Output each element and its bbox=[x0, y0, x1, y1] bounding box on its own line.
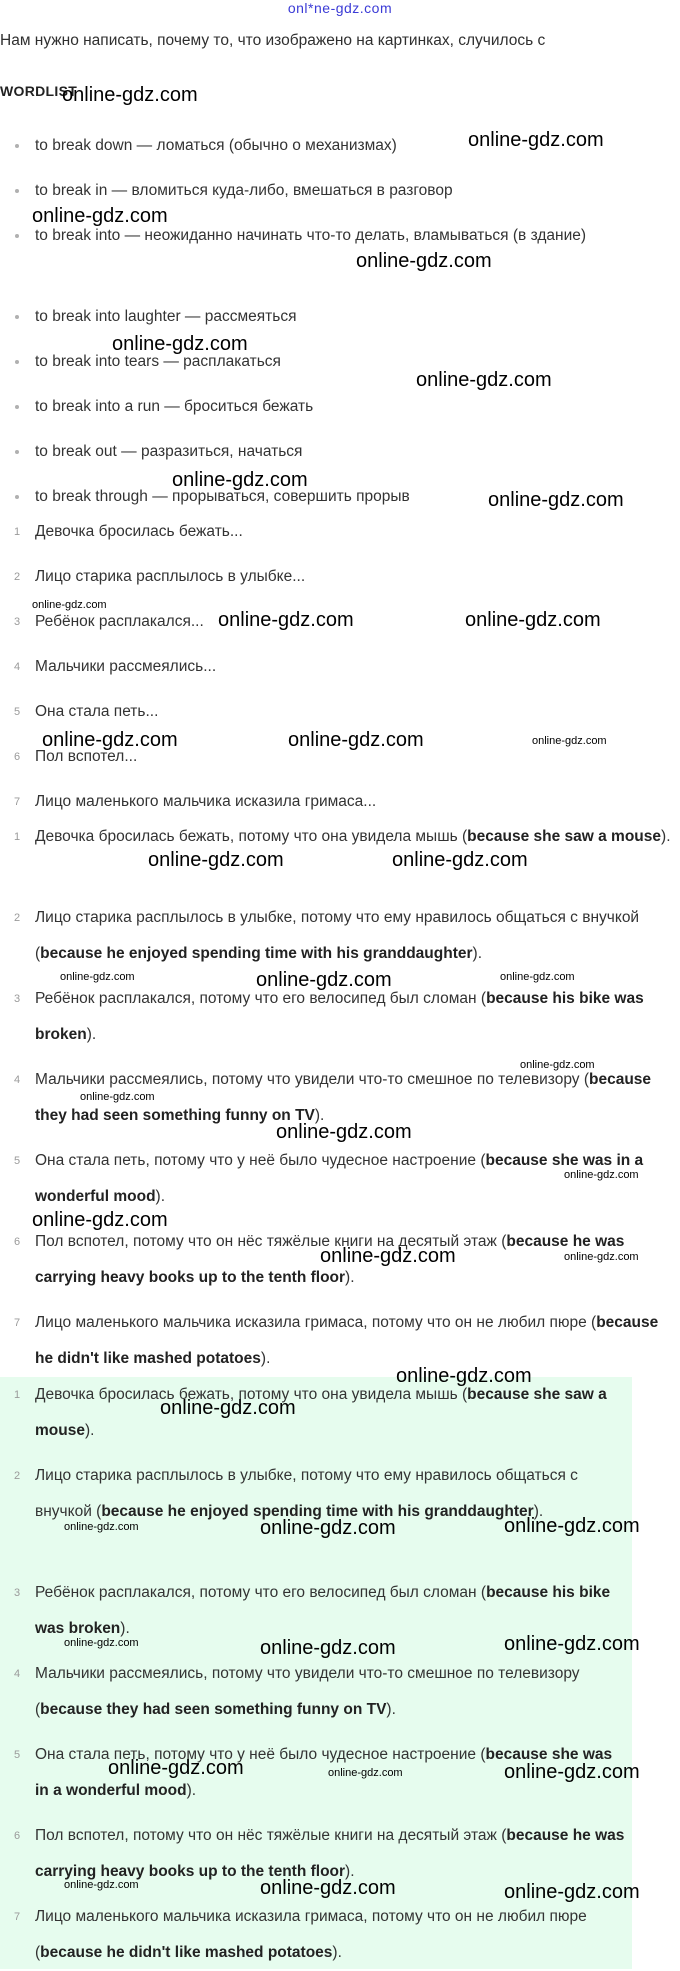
watermark: online-gdz.com bbox=[392, 849, 528, 871]
wordlist-title: WORDLIST bbox=[0, 83, 78, 99]
answer-item: 2 Лицо старика расплылось в улыбке, потому что ему нравилось общаться с внучкой (because he enjoyed spending time with his granddaughter). bbox=[14, 909, 640, 962]
watermark: online-gdz.com bbox=[504, 1515, 640, 1537]
watermark: online-gdz.com bbox=[64, 1637, 139, 1649]
bullet-icon bbox=[15, 144, 19, 148]
watermark: online-gdz.com bbox=[520, 1059, 595, 1071]
wordlist-item: to break into — неожиданно начинать что-то делать, вламываться (в здание) bbox=[35, 218, 675, 254]
watermark: online-gdz.com bbox=[288, 729, 424, 751]
watermark: online-gdz.com bbox=[396, 1365, 532, 1387]
answer-item: 1 Девочка бросилась бежать, потому что она увидела мышь (because she saw a mouse). bbox=[14, 828, 671, 845]
prompt-item: 3 Ребёнок расплакался... bbox=[14, 613, 204, 630]
watermark: online-gdz.com bbox=[504, 1761, 640, 1783]
answer-item: 7 Лицо маленького мальчика исказила гримаса, потому что он не любил пюре (because he didn't like mashed potatoes). bbox=[14, 1314, 659, 1367]
prompt-item: 6 Пол вспотел... bbox=[14, 748, 138, 765]
final-answer-item: 6 Пол вспотел, потому что он нёс тяжёлые книги на десятый этаж (because he was carrying heavy books up to the tenth floor). bbox=[14, 1827, 625, 1880]
watermark: online-gdz.com bbox=[62, 84, 198, 106]
wordlist-item: to break out — разразиться, начаться bbox=[35, 434, 675, 470]
watermark: online-gdz.com bbox=[256, 969, 392, 991]
watermark: online-gdz.com bbox=[64, 1879, 139, 1891]
prompt-item: 5 Она стала петь... bbox=[14, 703, 159, 720]
final-answer-item: 4 Мальчики рассмеялись, потому что увидели что-то смешное по телевизору (because they had seen something funny on TV). bbox=[14, 1665, 580, 1718]
bullet-icon bbox=[15, 495, 19, 499]
bullet-icon bbox=[15, 360, 19, 364]
final-answer-item: 3 Ребёнок расплакался, потому что его велосипед был сломан (because his bike was broken). bbox=[14, 1584, 611, 1637]
watermark: online-gdz.com bbox=[32, 599, 107, 611]
wordlist-item: to break into tears — расплакаться bbox=[35, 344, 675, 380]
bullet-icon bbox=[15, 405, 19, 409]
watermark: online-gdz.com bbox=[465, 609, 601, 631]
prompt-item: 7 Лицо маленького мальчика исказила гримаса... bbox=[14, 793, 377, 810]
wordlist-item: to break through — прорываться, совершить прорыв bbox=[35, 479, 675, 515]
watermark: online-gdz.com bbox=[260, 1517, 396, 1539]
watermark: online-gdz.com bbox=[276, 1121, 412, 1143]
answer-item: 3 Ребёнок расплакался, потому что его велосипед был сломан (because his bike was broken). bbox=[14, 990, 644, 1043]
watermark: online-gdz.com bbox=[320, 1245, 456, 1267]
watermark: online-gdz.com bbox=[108, 1757, 244, 1779]
watermark: online-gdz.com bbox=[32, 205, 168, 227]
final-answer-item: 2 Лицо старика расплылось в улыбке, потому что ему нравилось общаться с внучкой (because he enjoyed spending time with his granddaughter). bbox=[14, 1467, 578, 1520]
watermark: online-gdz.com bbox=[328, 1767, 403, 1779]
watermark: online-gdz.com bbox=[468, 129, 604, 151]
intro-text: Нам нужно написать, почему то, что изображено на картинках, случилось с bbox=[0, 32, 546, 49]
watermark: online-gdz.com bbox=[32, 1209, 168, 1231]
prompt-item: 4 Мальчики рассмеялись... bbox=[14, 658, 217, 675]
site-logo[interactable]: onl*ne-gdz.com bbox=[287, 0, 393, 16]
bullet-icon bbox=[15, 450, 19, 454]
answer-item: 5 Она стала петь, потому что у неё было чудесное настроение (because she was in a wonderful mood). bbox=[14, 1152, 644, 1205]
watermark: online-gdz.com bbox=[160, 1397, 296, 1419]
watermark: online-gdz.com bbox=[218, 609, 354, 631]
answer-item: 4 Мальчики рассмеялись, потому что увидели что-то смешное по телевизору (because they had seen something funny on TV). bbox=[14, 1071, 652, 1124]
answer-item: 6 Пол вспотел, потому что он нёс тяжёлые книги на десятый этаж (because he was carrying heavy books up to the tenth floor). bbox=[14, 1233, 625, 1286]
watermark: online-gdz.com bbox=[500, 971, 575, 983]
watermark: online-gdz.com bbox=[564, 1169, 639, 1181]
watermark: online-gdz.com bbox=[42, 729, 178, 751]
watermark: online-gdz.com bbox=[356, 250, 492, 272]
final-answer-item: 5 Она стала петь, потому что у неё было чудесное настроение (because she was in a wonderful mood). bbox=[14, 1746, 613, 1799]
wordlist-item: to break down — ломаться (обычно о механизмах) bbox=[35, 128, 675, 164]
wordlist-item: to break into a run — броситься бежать bbox=[35, 389, 675, 425]
wordlist-item: to break into laughter — рассмеяться bbox=[35, 299, 675, 335]
wordlist-item: to break in — вломиться куда-либо, вмешаться в разговор bbox=[35, 173, 675, 209]
watermark: online-gdz.com bbox=[64, 1521, 139, 1533]
watermark: online-gdz.com bbox=[148, 849, 284, 871]
watermark: online-gdz.com bbox=[172, 469, 308, 491]
watermark: online-gdz.com bbox=[60, 971, 135, 983]
bullet-icon bbox=[15, 315, 19, 319]
watermark: online-gdz.com bbox=[112, 333, 248, 355]
watermark: online-gdz.com bbox=[260, 1637, 396, 1659]
watermark: online-gdz.com bbox=[416, 369, 552, 391]
watermark: online-gdz.com bbox=[504, 1881, 640, 1903]
prompt-item: 1 Девочка бросилась бежать... bbox=[14, 523, 243, 540]
watermark: online-gdz.com bbox=[504, 1633, 640, 1655]
final-answer-item: 7 Лицо маленького мальчика исказила гримаса, потому что он не любил пюре (because he didn't like mashed potatoes). bbox=[14, 1908, 587, 1961]
watermark: online-gdz.com bbox=[532, 735, 607, 747]
bullet-icon bbox=[15, 234, 19, 238]
final-answer-item: 1 Девочка бросилась бежать, потому что она увидела мышь (because she saw a mouse). bbox=[14, 1386, 607, 1439]
watermark: online-gdz.com bbox=[488, 489, 624, 511]
bullet-icon bbox=[15, 189, 19, 193]
watermark: online-gdz.com bbox=[260, 1877, 396, 1899]
watermark: online-gdz.com bbox=[80, 1091, 155, 1103]
watermark: online-gdz.com bbox=[564, 1251, 639, 1263]
prompt-item: 2 Лицо старика расплылось в улыбке... bbox=[14, 568, 306, 585]
